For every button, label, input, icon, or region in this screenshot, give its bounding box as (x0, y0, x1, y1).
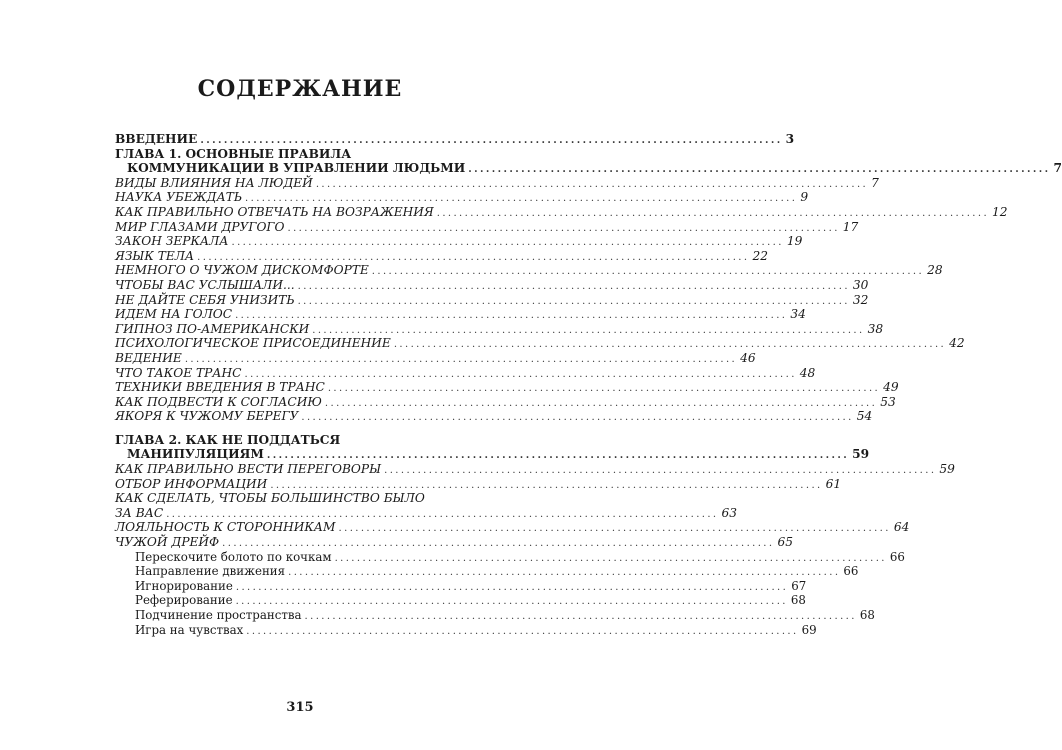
toc-entry-page: 49 (883, 380, 899, 395)
toc-entry[interactable] (115, 505, 738, 521)
dot-leader: ................................................................................................... (200, 135, 783, 146)
toc-entry-title: НЕ ДАЙТЕ СЕБЯ УНИЗИТЬ (115, 292, 295, 307)
toc-entry-page: 46 (740, 350, 756, 365)
toc-entry-page: 66 (843, 564, 859, 579)
toc-entry-page: 68 (790, 593, 806, 608)
toc-entry-page: 67 (791, 578, 807, 593)
dot-leader: ................................................................................................... (197, 251, 750, 263)
toc-entry[interactable] (115, 394, 896, 410)
dot-leader: ................................................................................................... (315, 178, 869, 190)
dot-leader: ................................................................................................... (266, 450, 850, 462)
toc-entry-title: ВИДЫ ВЛИЯНИЯ НА ЛЮДЕЙ (115, 175, 313, 190)
toc-entry[interactable] (115, 292, 869, 308)
toc-entry-page: 48 (799, 365, 816, 380)
toc-entry-title: ИДЕМ НА ГОЛОС (115, 307, 233, 322)
toc-entry[interactable] (115, 365, 816, 381)
toc-entry-page: 59 (852, 447, 870, 462)
toc-entry-title: ВВЕДЕНИЕ (115, 132, 198, 146)
toc-entry-page: 68 (859, 608, 875, 622)
toc-entry-page: 7 (871, 175, 879, 190)
toc-chapter-1-heading (115, 147, 487, 162)
toc-entry-title: НЕМНОГО О ЧУЖОМ ДИСКОМФОРТЕ (115, 263, 369, 278)
toc-chapter-2-heading (115, 433, 487, 448)
toc-subentry[interactable] (115, 578, 807, 594)
toc-entry-page: 12 (992, 204, 1008, 219)
dot-leader: ................................................................................................... (235, 310, 788, 322)
toc-entry-title: КОММУНИКАЦИИ В УПРАВЛЕНИИ ЛЮДЬМИ (127, 161, 466, 176)
toc-entry-title: ЧТОБЫ ВАС УСЛЫШАЛИ... (115, 277, 295, 292)
toc-entry-title: ПСИХОЛОГИЧЕСКОЕ ПРИСОЕДИНЕНИЕ (115, 336, 391, 351)
toc-entry-page: 66 (889, 549, 905, 564)
dot-leader: ................................................................................................... (288, 567, 841, 579)
toc-entry-page: 63 (721, 505, 738, 520)
toc-entry[interactable] (115, 321, 884, 337)
dot-leader: ................................................................................................... (287, 222, 840, 234)
toc-entry-title: ЛОЯЛЬНОСТЬ К СТОРОННИКАМ (115, 520, 336, 535)
toc-entry[interactable] (115, 219, 859, 235)
toc-entry-page: 59 (939, 462, 955, 477)
toc-entry-title: НАУКА УБЕЖДАТЬ (115, 190, 243, 205)
dot-leader: ................................................................................................... (246, 625, 799, 637)
toc-entry-page: 3 (785, 132, 795, 146)
toc-entry[interactable] (115, 520, 910, 535)
toc-entry-title: ТЕХНИКИ ВВЕДЕНИЯ В ТРАНС (115, 380, 325, 395)
toc-entry-title: ЗА ВАС (115, 505, 164, 520)
toc-entry-title: Подчинение пространства (135, 608, 302, 622)
toc-entry-title: Перескочите болото по кочкам (135, 549, 332, 564)
toc-entry-page: 61 (825, 476, 842, 491)
toc-entry[interactable] (115, 307, 806, 322)
toc-entry[interactable] (115, 535, 793, 550)
toc-entry-page: 30 (852, 277, 869, 292)
dot-leader: ................................................................................................... (231, 237, 784, 249)
page-number: 315 (286, 700, 314, 715)
toc-chapter-2[interactable] (115, 447, 870, 462)
table-of-contents (115, 132, 1062, 637)
toc-entry-title: ЧТО ТАКОЕ ТРАНС (115, 365, 242, 380)
dot-leader: ................................................................................................... (235, 596, 788, 608)
toc-entry-title: ЗАКОН ЗЕРКАЛА (115, 234, 229, 249)
dot-leader: ................................................................................................... (270, 479, 823, 491)
dot-leader: ................................................................................................... (436, 207, 990, 219)
toc-entry-title: КАК СДЕЛАТЬ, ЧТОБЫ БОЛЬШИНСТВО БЫЛО (115, 491, 425, 506)
toc-entry[interactable] (115, 190, 809, 205)
dot-leader: ................................................................................................... (222, 538, 775, 550)
toc-entry-title: ГЛАВА 2. КАК НЕ ПОДДАТЬСЯ (115, 432, 341, 447)
toc-entry[interactable] (115, 263, 943, 278)
toc-subentry[interactable] (115, 622, 817, 638)
toc-entry-title: КАК ПРАВИЛЬНО ОТВЕЧАТЬ НА ВОЗРАЖЕНИЯ (115, 204, 434, 219)
dot-leader: ................................................................................................... (301, 412, 854, 424)
toc-entry-page: 42 (949, 336, 965, 351)
toc-entry[interactable] (115, 380, 899, 395)
toc-entry-introduction[interactable] (115, 132, 795, 147)
toc-entry-title: Направление движения (135, 564, 286, 579)
toc-entry-multiline-start[interactable] (115, 491, 487, 506)
toc-entry[interactable] (115, 476, 842, 492)
dot-leader: ................................................................................................... (304, 611, 857, 622)
toc-entry-page: 9 (800, 190, 809, 205)
toc-entry-page: 17 (842, 219, 859, 234)
toc-subentry[interactable] (115, 564, 859, 579)
toc-entry[interactable] (115, 175, 879, 191)
toc-entry-title: Игра на чувствах (135, 622, 244, 637)
toc-entry-page: 64 (893, 520, 910, 535)
toc-entry[interactable] (115, 409, 873, 424)
toc-entry-title: Реферирование (135, 593, 233, 608)
toc-entry[interactable] (115, 462, 955, 477)
toc-entry[interactable] (115, 248, 768, 264)
toc-entry-title: МИР ГЛАЗАМИ ДРУГОГО (115, 219, 285, 234)
dot-leader: ................................................................................................... (184, 353, 738, 365)
toc-entry-title: Игнорирование (135, 578, 233, 593)
toc-entry-page: 53 (880, 394, 896, 409)
toc-entry-page: 38 (867, 321, 884, 336)
toc-entry-page: 19 (786, 234, 803, 249)
toc-entry-page: 34 (790, 307, 806, 322)
dot-leader: ................................................................................................... (297, 280, 850, 292)
toc-entry-page: 65 (777, 535, 793, 550)
toc-entry-title: ГИПНОЗ ПО-АМЕРИКАНСКИ (115, 321, 310, 336)
toc-entry-title: ВЕДЕНИЕ (115, 350, 182, 365)
dot-leader: ................................................................................................... (312, 324, 865, 336)
toc-entry-title: ЧУЖОЙ ДРЕЙФ (115, 535, 220, 550)
dot-leader: ................................................................................................... (371, 266, 925, 278)
toc-entry-page: 69 (801, 622, 817, 637)
toc-entry-page: 54 (856, 409, 873, 424)
toc-entry-title: КАК ПОДВЕСТИ К СОГЛАСИЮ (115, 394, 322, 409)
toc-entry-title: ОТБОР ИНФОРМАЦИИ (115, 476, 268, 491)
dot-leader: ................................................................................................... (235, 581, 789, 593)
toc-entry[interactable] (115, 350, 756, 366)
dot-leader: ................................................................................................... (244, 368, 797, 380)
dot-leader: ................................................................................................... (384, 465, 937, 477)
toc-entry-title: ЯКОРЯ К ЧУЖОМУ БЕРЕГУ (115, 409, 299, 424)
toc-entry[interactable] (115, 277, 869, 293)
toc-subentry[interactable] (115, 608, 875, 623)
dot-leader: ................................................................................................... (393, 339, 947, 351)
dot-leader: ................................................................................................... (327, 383, 881, 395)
toc-entry[interactable] (115, 204, 1008, 220)
dot-leader: ................................................................................................... (324, 397, 878, 409)
toc-entry-page: 7 (1053, 161, 1062, 176)
dot-leader: ................................................................................................... (334, 552, 887, 564)
toc-chapter-1[interactable] (115, 161, 1062, 176)
toc-entry-page: 28 (927, 263, 943, 278)
toc-entry-title: КАК ПРАВИЛЬНО ВЕСТИ ПЕРЕГОВОРЫ (115, 462, 382, 477)
page-title: СОДЕРЖАНИЕ (197, 76, 403, 102)
dot-leader: ................................................................................................... (468, 164, 1051, 176)
toc-entry-page: 22 (752, 248, 768, 263)
dot-leader: ................................................................................................... (338, 523, 891, 535)
toc-entry-title: МАНИПУЛЯЦИЯМ (127, 447, 264, 462)
toc-entry-title: ГЛАВА 1. ОСНОВНЫЕ ПРАВИЛА (115, 146, 352, 161)
dot-leader: ................................................................................................... (245, 193, 798, 205)
toc-subentry[interactable] (115, 593, 806, 608)
dot-leader: ................................................................................................... (297, 295, 850, 307)
toc-subentry[interactable] (115, 549, 905, 565)
dot-leader: ................................................................................................... (166, 508, 719, 520)
toc-entry[interactable] (115, 336, 965, 351)
toc-entry[interactable] (115, 234, 803, 249)
toc-entry-title: ЯЗЫК ТЕЛА (115, 248, 195, 263)
toc-entry-page: 32 (852, 292, 869, 307)
